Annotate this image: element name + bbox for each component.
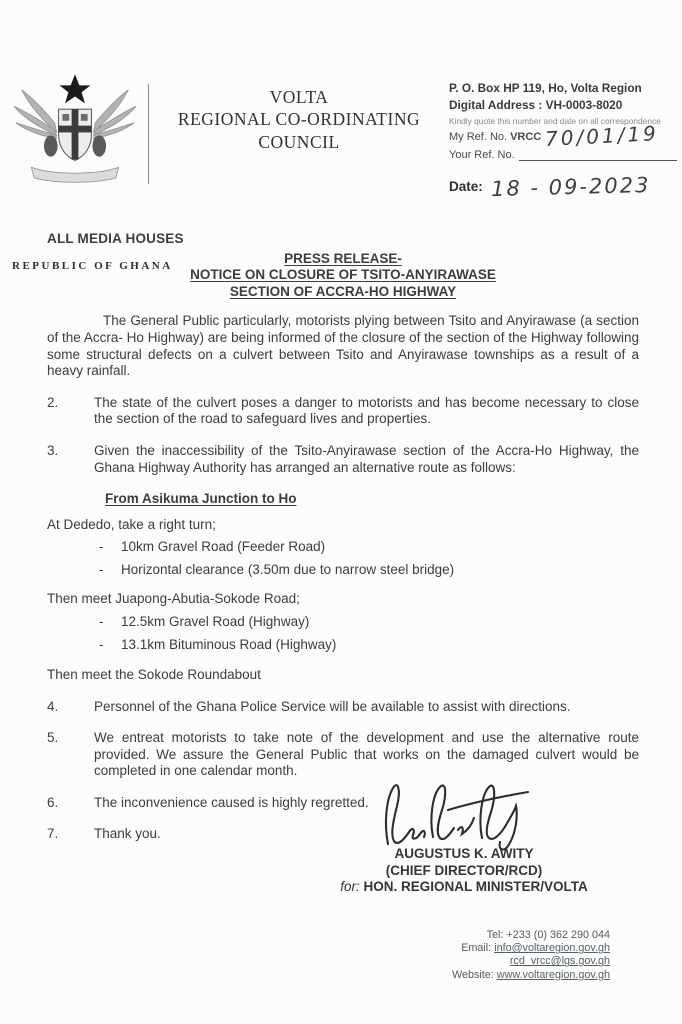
- bullet-text: Horizontal clearance (3.50m due to narrow steel bridge): [121, 562, 455, 578]
- footer-email-line: [452, 942, 610, 955]
- letter-body: [47, 231, 639, 843]
- recipient: ALL MEDIA HOUSES: [47, 231, 184, 246]
- paragraph-number: 3.: [47, 442, 59, 458]
- correspondence-note: Kindly quote this number and date on all correspondence: [449, 115, 661, 126]
- bullet-dash: -: [99, 539, 104, 555]
- digital-address-line: Digital Address : VH-0003-8020: [449, 97, 623, 112]
- letterhead-address: [449, 80, 677, 199]
- org-name-line: VOLTA: [269, 87, 329, 107]
- date-row: [449, 172, 677, 201]
- footer-tel-line: [452, 929, 610, 942]
- footer-contact: [452, 929, 610, 982]
- footer-website-line: [452, 969, 610, 982]
- signatory-on-behalf: [330, 879, 598, 894]
- paragraph-text: We entreat motorists to take note of the development and use the alternative route provided. We assure the General Public that works on the damaged culvert would be completed in one calendar month.: [94, 730, 639, 779]
- org-name: [158, 86, 440, 153]
- website-link: www.voltaregion.gov.gh: [496, 968, 610, 981]
- numbered-paragraph: [47, 699, 639, 716]
- header-divider: [148, 84, 149, 184]
- paragraph-number: 4.: [47, 698, 59, 714]
- numbered-paragraph: [47, 395, 639, 428]
- footer-email-line-2: [452, 955, 610, 968]
- route-step-1: At Dededo, take a right turn;: [47, 516, 216, 532]
- numbered-paragraph: [47, 443, 639, 476]
- paragraph-number: 2.: [47, 394, 59, 410]
- my-ref-prefix: VRCC: [510, 130, 542, 143]
- title-line-2: NOTICE ON CLOSURE OF TSITO-ANYIRAWASE: [190, 267, 496, 283]
- route-heading: From Asikuma Junction to Ho: [105, 491, 297, 507]
- bullet-dash: -: [99, 562, 104, 578]
- paragraph-number: 5.: [47, 730, 59, 746]
- bullet-text: 13.1km Bituminous Road (Highway): [121, 636, 337, 652]
- for-prefix: for:: [340, 879, 360, 895]
- route-bullet: [99, 612, 639, 631]
- org-name-line: REGIONAL CO-ORDINATING: [177, 109, 421, 130]
- paragraph-text: The state of the culvert poses a danger to motorists and has become necessary to close the section of the road to safeguard lives and properties.: [94, 394, 639, 427]
- my-ref-handwritten-value: 70/01/19: [544, 121, 660, 151]
- paragraph-text: Given the inaccessibility of the Tsito-Anyirawase section of the Accra-Ho Highway, the Ghana Highway Authority has arranged an alternative route as follows:: [94, 442, 639, 475]
- website-label: Website:: [451, 968, 494, 981]
- paragraph-text: Thank you.: [94, 826, 161, 842]
- org-name-line: COUNCIL: [258, 131, 340, 152]
- your-ref-blank-line: [519, 148, 677, 161]
- on-behalf-of: HON. REGIONAL MINISTER/VOLTA: [363, 879, 588, 895]
- paragraph-text: Personnel of the Ghana Police Service will be available to assist with directions.: [94, 698, 571, 714]
- paragraph-text: The inconvenience caused is highly regretted.: [94, 794, 369, 810]
- email-link-2: rcd_vrcc@lgs.gov.gh: [509, 955, 610, 968]
- signature-block: [330, 780, 598, 894]
- tel-value: +233 (0) 362 290 044: [506, 929, 610, 941]
- po-box-line: P. O. Box HP 119, Ho, Volta Region: [449, 81, 642, 95]
- paragraph-number: 7.: [47, 826, 59, 842]
- your-ref-label: Your Ref. No.: [449, 148, 515, 161]
- email-link-1: info@voltaregion.gov.gh: [494, 942, 610, 955]
- paragraph-number: 6.: [47, 794, 59, 810]
- email-label: Email:: [461, 942, 492, 955]
- bullet-dash: -: [99, 636, 104, 652]
- opening-paragraph: The General Public particularly, motorists plying between Tsito and Anyirawase (a section of the Accra- Ho Highway) are being informed of the closure of the section of the Highway following some structural defects on a culvert between Tsito and Anyirawase townships as a result of a heavy rainfall.: [47, 313, 639, 379]
- bullet-dash: -: [99, 613, 104, 629]
- route-bullet: [99, 635, 639, 654]
- route-step-2: Then meet Juapong-Abutia-Sokode Road;: [47, 591, 300, 607]
- press-release-title: [47, 251, 639, 301]
- route-bullet: [99, 537, 639, 556]
- tel-label: Tel:: [486, 929, 504, 941]
- title-line-1: PRESS RELEASE-: [284, 250, 402, 266]
- title-line-3: SECTION OF ACCRA-HO HIGHWAY: [229, 283, 457, 299]
- date-label: Date:: [449, 179, 483, 194]
- route-bullet: [99, 560, 639, 579]
- numbered-paragraph: [47, 730, 639, 780]
- my-ref-label: My Ref. No.: [449, 130, 508, 143]
- bullet-text: 12.5km Gravel Road (Highway): [121, 613, 310, 629]
- route-step-3: Then meet the Sokode Roundabout: [47, 666, 261, 682]
- handwritten-signature: [378, 780, 538, 852]
- signatory-role: (CHIEF DIRECTOR/RCD): [385, 862, 543, 878]
- signatory-name: AUGUSTUS K. AWITY: [394, 846, 534, 861]
- emblem-caption: REPUBLIC OF GHANA: [12, 260, 173, 272]
- date-handwritten-value: 18 - 09-2023: [490, 172, 651, 201]
- bullet-text: 10km Gravel Road (Feeder Road): [121, 539, 326, 555]
